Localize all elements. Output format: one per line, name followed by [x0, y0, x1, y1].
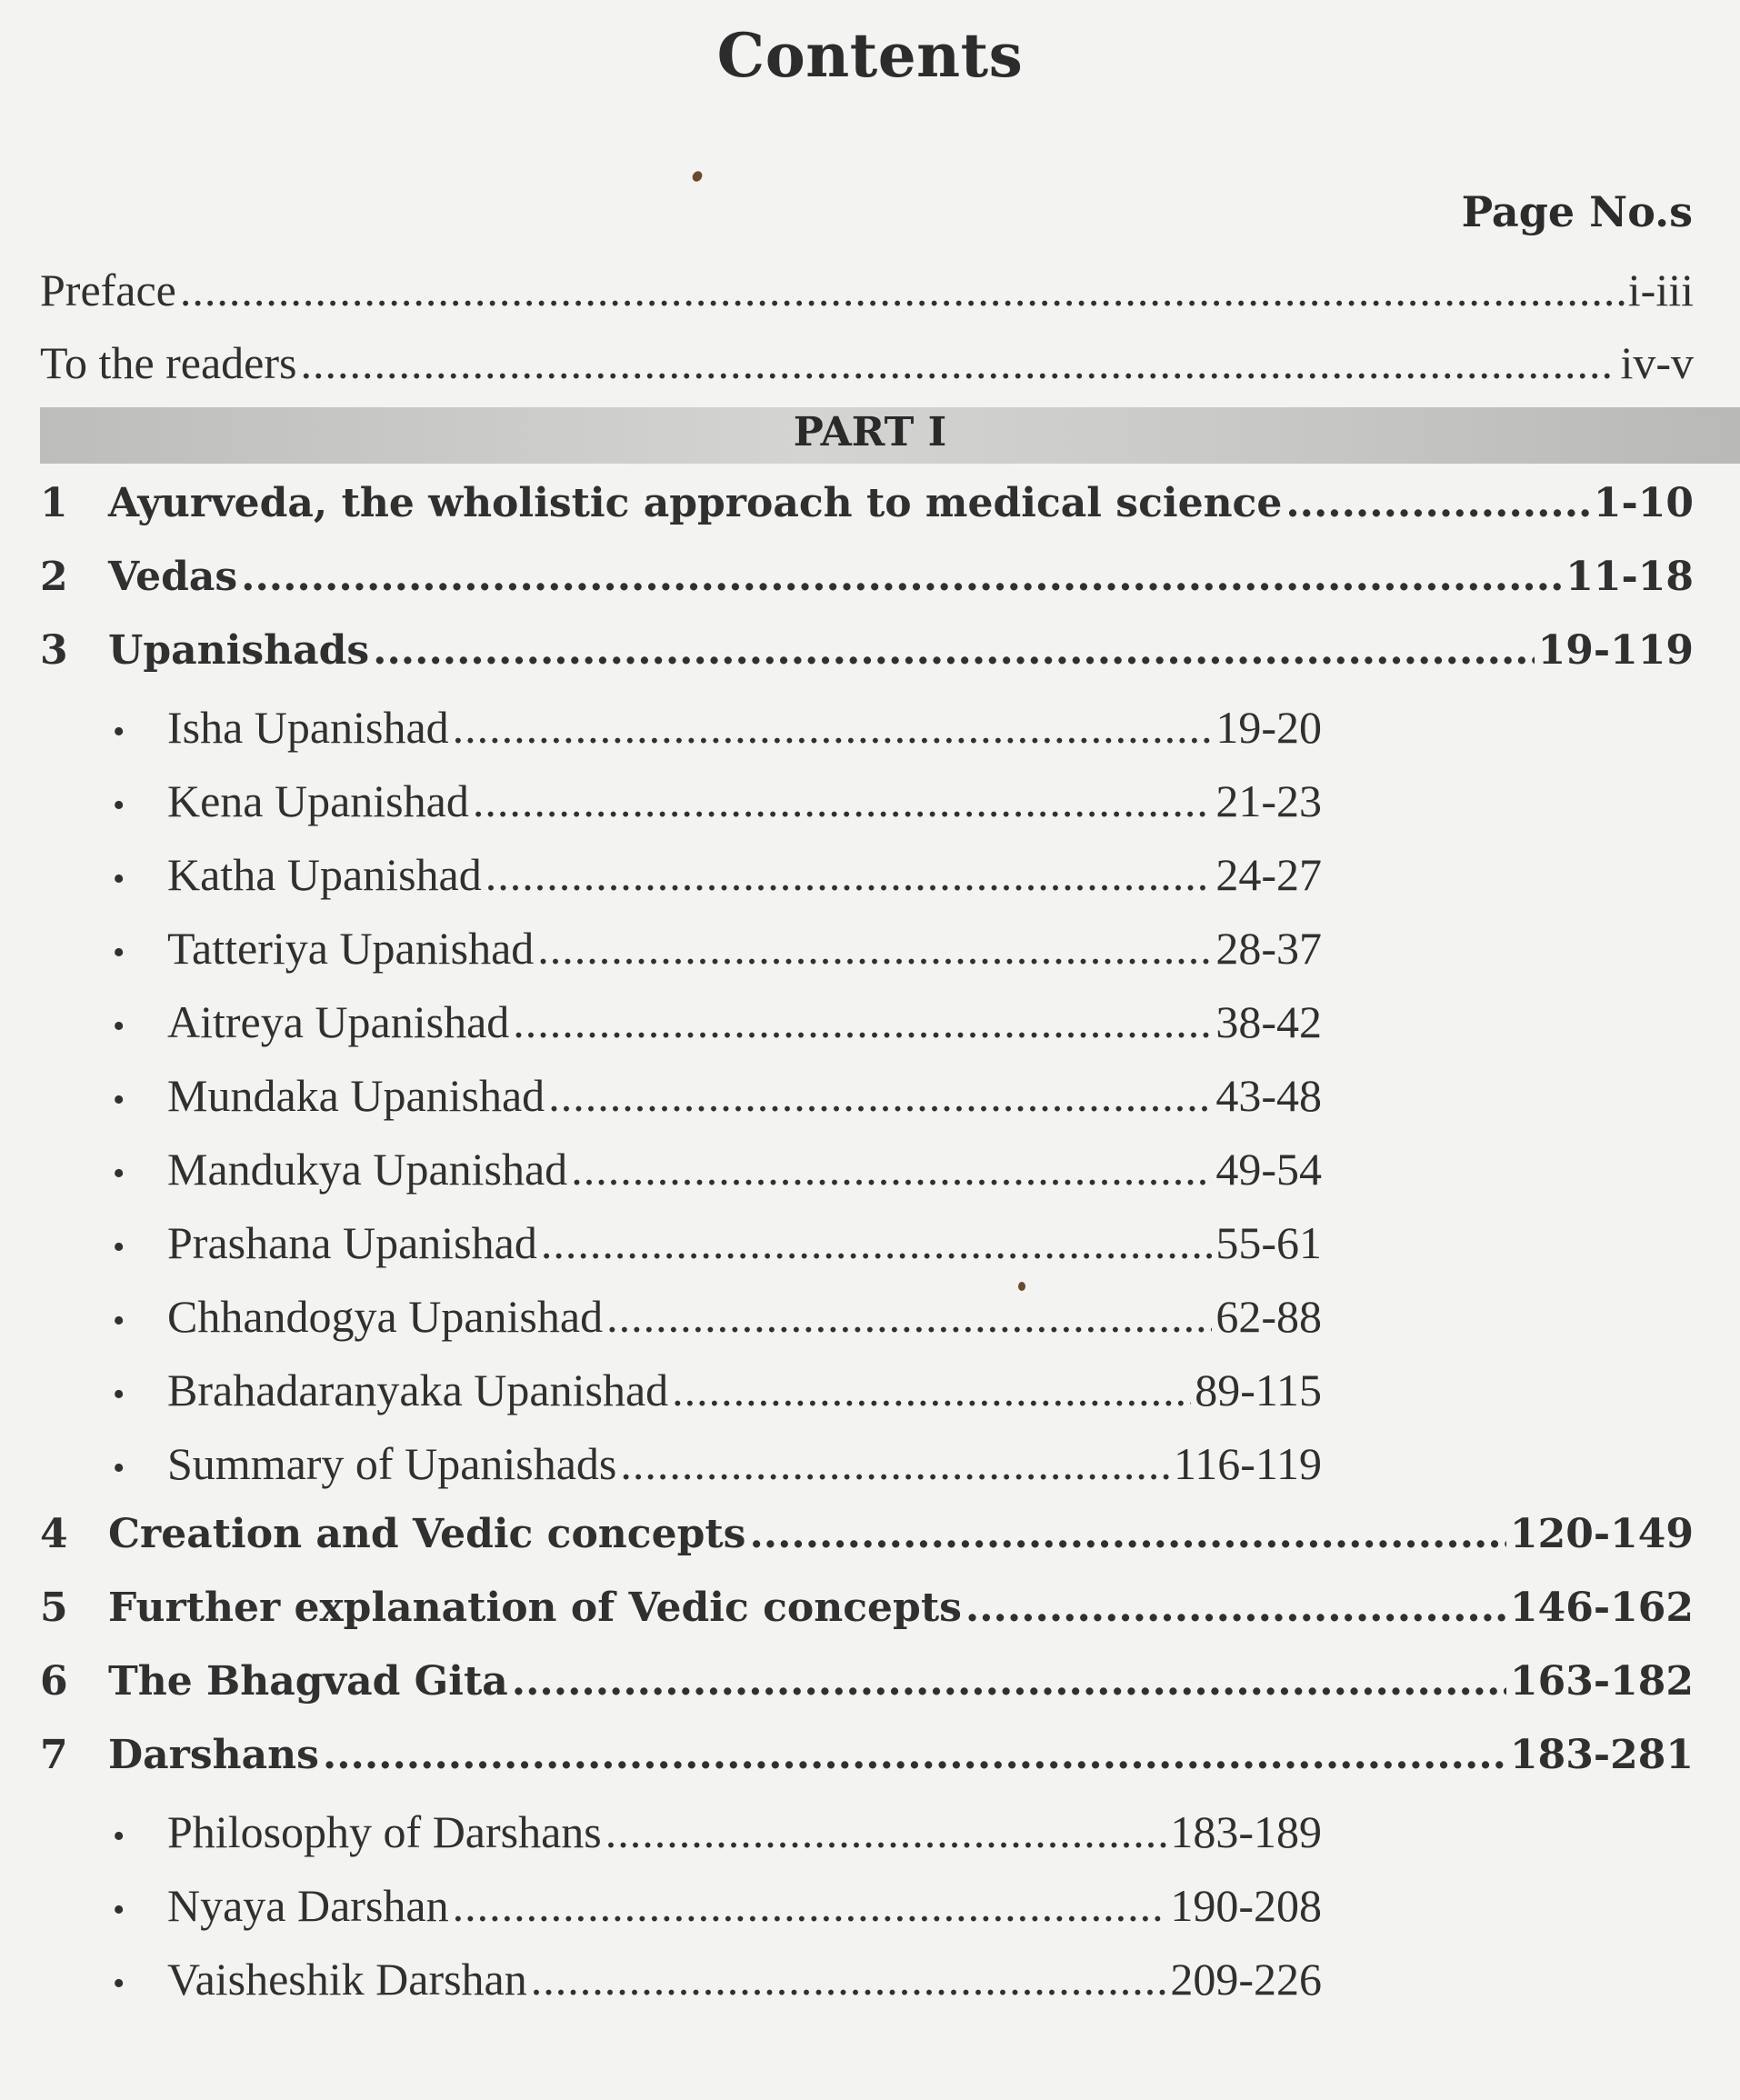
- toc-subentry: [113, 701, 1322, 766]
- subentry-label: Nyaya Darshan: [167, 1880, 449, 1931]
- chapter-title: Upanishads: [108, 627, 370, 674]
- chapter-title: The Bhagvad Gita: [108, 1658, 508, 1705]
- entry-label: To the readers: [40, 337, 297, 388]
- subentry-pages: 49-54: [1215, 1144, 1322, 1195]
- subentry-label: Mandukya Upanishad: [167, 1144, 568, 1195]
- entry-pages: i-iii: [1627, 265, 1694, 315]
- subentry-label: Chhandogya Upanishad: [167, 1291, 604, 1342]
- leader-dots: [453, 1879, 1167, 1932]
- chapter-number: 6: [40, 1658, 68, 1705]
- subentry-pages: 89-115: [1195, 1365, 1322, 1415]
- leader-dots: [300, 336, 1616, 389]
- subentry-pages: 55-61: [1215, 1217, 1322, 1268]
- entry-label: Preface: [40, 265, 176, 315]
- leader-dots: [672, 1364, 1191, 1416]
- bullet-icon: •: [113, 1817, 125, 1855]
- bullet-icon: •: [113, 1155, 125, 1193]
- chapter-number: 4: [40, 1511, 68, 1557]
- subentry-label: Summary of Upanishads: [167, 1438, 617, 1489]
- toc-chapter-2: [40, 554, 1694, 619]
- bullet-icon: •: [113, 1965, 125, 2003]
- toc-chapter-1: [40, 480, 1694, 545]
- chapter-number: 2: [40, 554, 68, 600]
- leader-dots: [749, 1511, 1506, 1557]
- bullet-icon: •: [113, 1081, 125, 1119]
- leader-dots: [513, 995, 1212, 1048]
- subentry-label: Prashana Upanishad: [167, 1217, 537, 1268]
- subentry-pages: 24-27: [1215, 849, 1322, 900]
- leader-dots: [473, 775, 1213, 827]
- toc-subentry: [113, 1805, 1322, 1871]
- bullet-icon: •: [113, 713, 125, 751]
- toc-subentry: [113, 1364, 1322, 1429]
- chapter-number: 5: [40, 1585, 68, 1631]
- leader-dots: [485, 848, 1213, 901]
- chapter-pages: 163-182: [1510, 1658, 1694, 1705]
- subentry-pages: 38-42: [1215, 996, 1322, 1047]
- subentry-label: Tatteriya Upanishad: [167, 923, 535, 974]
- bullet-icon: •: [113, 1007, 125, 1045]
- toc-chapter-4: [40, 1511, 1694, 1576]
- toc-subentry: [113, 1879, 1322, 1945]
- chapter-pages: 183-281: [1510, 1732, 1694, 1778]
- leader-dots: [241, 554, 1562, 600]
- bullet-icon: •: [113, 1449, 125, 1487]
- subentry-pages: 19-20: [1215, 702, 1322, 753]
- toc-subentry: [113, 1953, 1322, 2018]
- toc-chapter-3: [40, 627, 1694, 693]
- chapter-title: Darshans: [108, 1732, 319, 1778]
- toc-subentry: [113, 1069, 1322, 1135]
- toc-entry-preface: [40, 264, 1694, 329]
- bullet-icon: •: [113, 934, 125, 972]
- subentry-label: Mundaka Upanishad: [167, 1070, 545, 1121]
- leader-dots: [1285, 480, 1590, 526]
- leader-dots: [571, 1143, 1212, 1195]
- subentry-label: Isha Upanishad: [167, 702, 449, 753]
- chapter-pages: 19-119: [1537, 627, 1694, 674]
- toc-subentry: [113, 922, 1322, 987]
- leader-dots: [373, 627, 1534, 674]
- leader-dots: [605, 1805, 1167, 1858]
- toc-chapter-7: [40, 1732, 1694, 1797]
- subentry-pages: 190-208: [1170, 1880, 1322, 1931]
- subentry-label: Kena Upanishad: [167, 775, 469, 826]
- chapter-number: 3: [40, 627, 68, 674]
- leader-dots: [531, 1953, 1167, 2005]
- subentry-label: Philosophy of Darshans: [167, 1806, 602, 1857]
- chapter-pages: 11-18: [1565, 554, 1694, 600]
- bullet-icon: •: [113, 786, 125, 825]
- subentry-label: Katha Upanishad: [167, 849, 482, 900]
- leader-dots: [620, 1437, 1170, 1490]
- toc-chapter-6: [40, 1658, 1694, 1724]
- subentry-pages: 21-23: [1215, 775, 1322, 826]
- toc-subentry: [113, 775, 1322, 840]
- subentry-pages: 62-88: [1215, 1291, 1322, 1342]
- leader-dots: [548, 1069, 1212, 1122]
- subentry-pages: 28-37: [1215, 923, 1322, 974]
- subentry-pages: 209-226: [1170, 1954, 1322, 2005]
- leader-dots: [323, 1732, 1506, 1778]
- toc-subentry: [113, 1290, 1322, 1355]
- chapter-title: Further explanation of Vedic concepts: [108, 1585, 962, 1631]
- chapter-title: Ayurveda, the wholistic approach to medical science: [108, 480, 1283, 526]
- subentry-label: Brahadaranyaka Upanishad: [167, 1365, 669, 1415]
- subentry-pages: 116-119: [1174, 1438, 1322, 1489]
- bullet-icon: •: [113, 1302, 125, 1340]
- chapter-number: 7: [40, 1732, 68, 1778]
- chapter-number: 1: [40, 480, 68, 526]
- leader-dots: [541, 1216, 1213, 1269]
- chapter-pages: 1-10: [1593, 480, 1694, 526]
- leader-dots: [537, 922, 1212, 975]
- page-title: Contents: [716, 20, 1024, 91]
- subentry-label: Vaisheshik Darshan: [167, 1954, 527, 2005]
- bullet-icon: •: [113, 860, 125, 898]
- chapter-pages: 120-149: [1510, 1511, 1694, 1557]
- toc-entry-to-the-readers: [40, 336, 1694, 402]
- bullet-icon: •: [113, 1228, 125, 1266]
- toc-chapter-5: [40, 1585, 1694, 1650]
- bullet-icon: •: [113, 1375, 125, 1414]
- page-numbers-heading: Page No.s: [1461, 187, 1693, 236]
- paper-speck: [690, 169, 704, 184]
- leader-dots: [453, 701, 1213, 754]
- subentry-label: Aitreya Upanishad: [167, 996, 510, 1047]
- subentry-pages: 43-48: [1215, 1070, 1322, 1121]
- toc-subentry: [113, 848, 1322, 914]
- toc-subentry: [113, 1216, 1322, 1282]
- leader-dots: [512, 1658, 1506, 1705]
- bullet-icon: •: [113, 1891, 125, 1929]
- leader-dots: [606, 1290, 1212, 1343]
- chapter-title: Creation and Vedic concepts: [108, 1511, 746, 1557]
- toc-subentry: [113, 995, 1322, 1061]
- part-heading: PART I: [793, 409, 947, 455]
- toc-subentry: [113, 1437, 1322, 1503]
- leader-dots: [180, 264, 1625, 316]
- toc-subentry: [113, 1143, 1322, 1208]
- chapter-pages: 146-162: [1510, 1585, 1694, 1631]
- subentry-pages: 183-189: [1170, 1806, 1322, 1857]
- entry-pages: iv-v: [1620, 337, 1694, 388]
- leader-dots: [965, 1585, 1506, 1631]
- chapter-title: Vedas: [108, 554, 238, 600]
